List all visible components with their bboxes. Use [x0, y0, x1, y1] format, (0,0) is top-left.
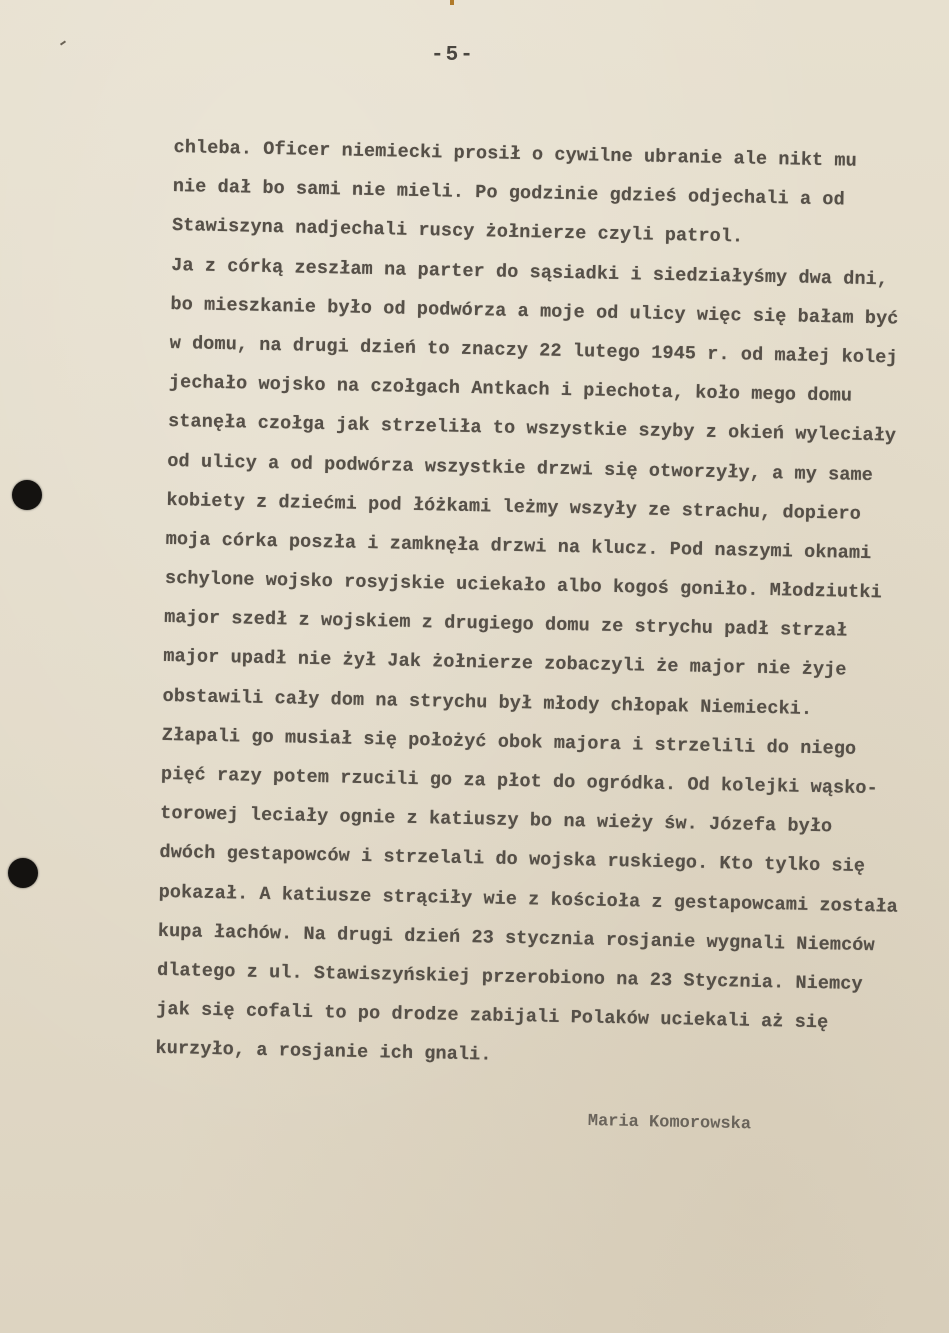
- pencil-tick-mark: [60, 40, 66, 45]
- text-line: nie dał bo sami nie mieli. Po godzinie gdzieś odjechali a od: [172, 176, 846, 211]
- text-line: kupa łachów. Na drugi dzień 23 stycznia rosjanie wygnali Niemców: [157, 920, 875, 956]
- text-line: pięć razy potem rzucili go za płot do ogródka. Od kolejki wąsko-: [160, 763, 879, 800]
- text-line: Ja z córką zeszłam na parter do sąsiadki i siedziałyśmy dwa dni,: [171, 254, 889, 290]
- text-line: jechało wojsko na czołgach Antkach i piechota, koło mego domu: [168, 372, 853, 407]
- typed-body-text: [155, 128, 949, 1084]
- text-line: bo mieszkanie było od podwórza a moje od ulicy więc się bałam być: [170, 293, 899, 330]
- text-line: pokazał. A katiusze strąciły wie z kościoła z gestapowcami została: [158, 881, 899, 918]
- text-line: moja córka poszła i zamknęła drzwi na klucz. Pod naszymi oknami: [165, 528, 872, 564]
- text-line: Złapali go musiał się położyć obok majora i strzelili do niego: [161, 724, 857, 760]
- text-line: major upadł nie żył Jak żołnierze zobaczyli że major nie żyje: [163, 646, 847, 682]
- text-line: od ulicy a od podwórza wszystkie drzwi się otworzyły, a my same: [167, 450, 874, 486]
- text-line: Stawiszyna nadjechali ruscy żołnierze czyli patrol.: [171, 215, 744, 248]
- paper-nick: [450, 0, 454, 5]
- signature-name: Maria Komorowska: [587, 1112, 752, 1135]
- text-line: jak się cofali to po drodze zabijali Polaków uciekali aż się: [156, 998, 829, 1034]
- text-line: chleba. Oficer niemiecki prosił o cywilne ubranie ale nikt mu: [173, 136, 857, 172]
- text-line: stanęła czołga jak strzeliła to wszystkie szyby z okień wyleciały: [167, 411, 897, 447]
- text-line: obstawili cały dom na strychu był młody chłopak Niemiecki.: [162, 685, 813, 720]
- punch-hole-top: [12, 480, 42, 510]
- page-number: -5-: [431, 44, 475, 67]
- text-line: w domu, na drugi dzień to znaczy 22 lutego 1945 r. od małej kolej: [169, 332, 898, 369]
- text-line: kobiety z dziećmi pod łóżkami leżmy wszyły ze strachu, dopiero: [166, 489, 862, 525]
- text-line: torowej leciały ognie z katiuszy bo na wieży św. Józefa było: [160, 803, 833, 838]
- text-line: kurzyło, a rosjanie ich gnali.: [155, 1038, 492, 1066]
- text-line: dwóch gestapowców i strzelali do wojska ruskiego. Kto tylko się: [159, 842, 866, 878]
- text-line: major szedł z wojskiem z drugiego domu ze strychu padł strzał: [163, 607, 848, 642]
- text-line: dlatego z ul. Stawiszyńskiej przerobiono na 23 Stycznia. Niemcy: [156, 959, 863, 995]
- text-line: schylone wojsko rosyjskie uciekało albo kogoś goniło. Młodziutki: [164, 567, 882, 604]
- punch-hole-bottom: [8, 858, 38, 888]
